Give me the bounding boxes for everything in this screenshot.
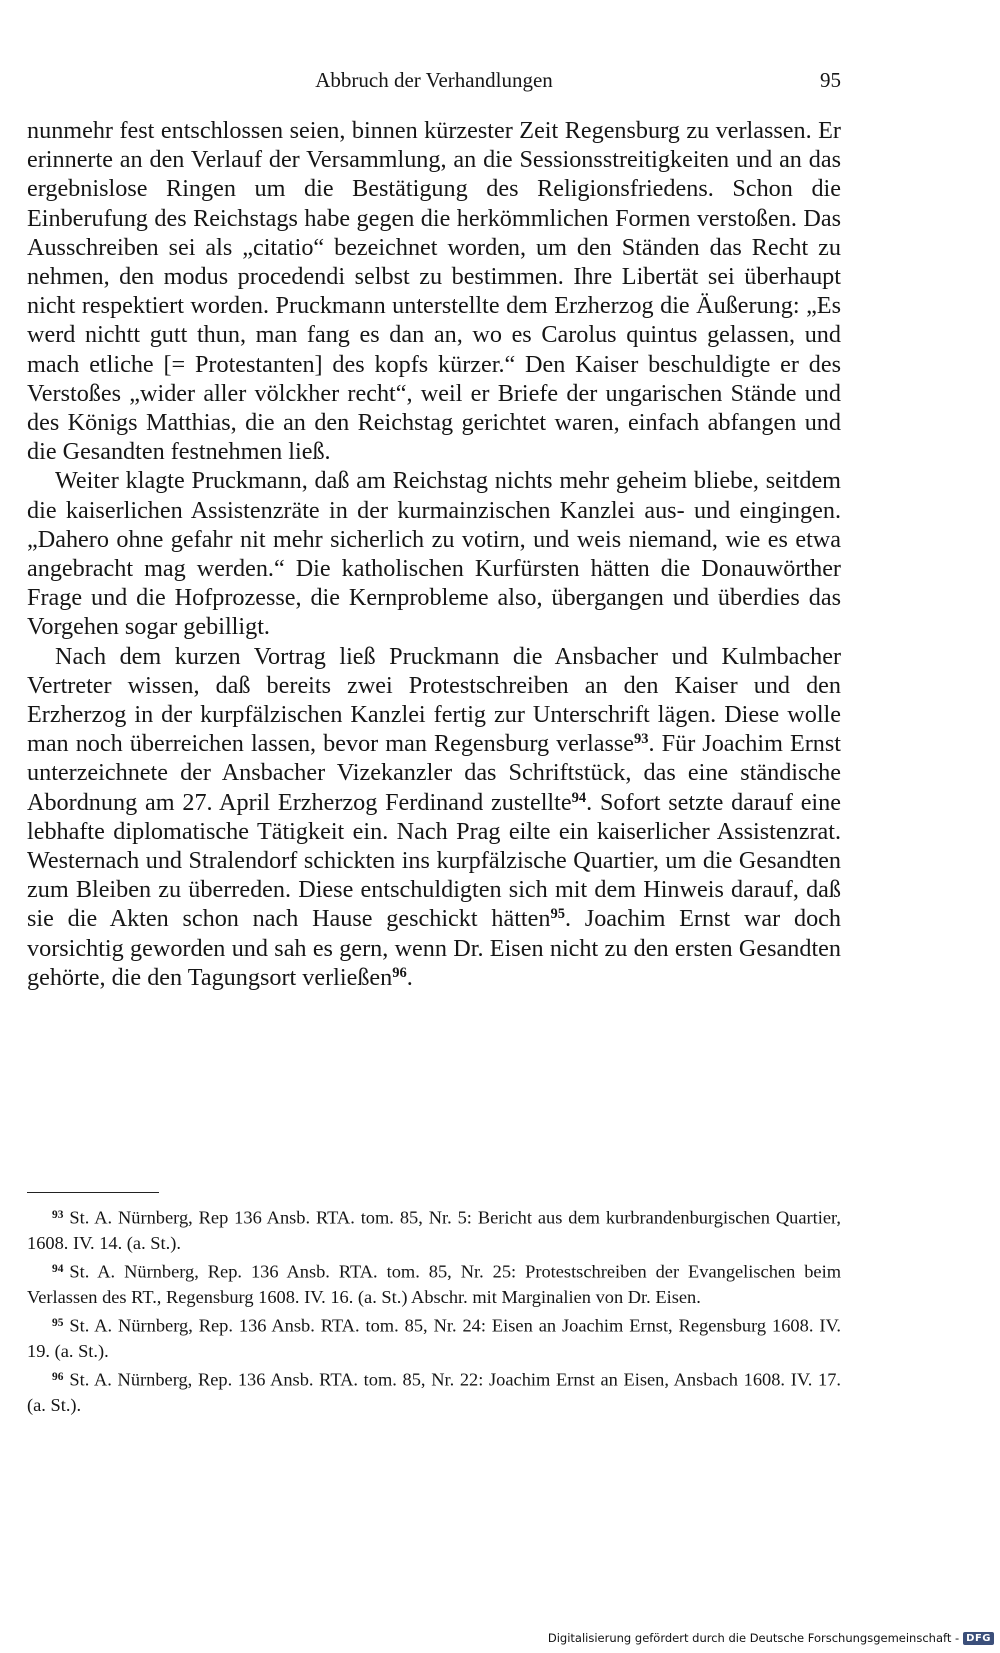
paragraph-3-part-e: . [406,963,413,991]
footnote-94 [27,1257,841,1310]
running-title: Abbruch der Verhandlungen [315,68,553,92]
footnote-text: St. A. Nürnberg, Rep. 136 Ansb. RTA. tom. 85, Nr. 24: Eisen an Joachim Ernst, Regensburg 1608. IV. 19. (a. St.). [27,1315,841,1362]
footnote-text: St. A. Nürnberg, Rep 136 Ansb. RTA. tom. 85, Nr. 5: Bericht aus dem kurbrandenburgischen Quartier, 1608. IV. 14. (a. St.). [27,1207,841,1253]
main-text [27,116,841,992]
digitization-credit [548,1631,994,1645]
paragraph-2: Weiter klagte Pruckmann, daß am Reichstag nichts mehr geheim bliebe, seitdem die kaiserlichen Assistenzräte in der kurmainzischen Kanzlei aus- und eingingen. „Dahero ohne gefahr nit mehr sicherlich zu votirn, und weis niemand, wie es etwa angebracht mag werden.“ Die katholischen Kurfürsten hätten die Donauwörther Frage und die Hofprozesse, die Kernprobleme also, übergangen und überdies das Vorgehen sogar gebilligt. [27,467,841,641]
footnote-96 [27,1365,841,1418]
dfg-logo-icon[interactable]: DFG [963,1632,994,1645]
paragraph-3-part-b: . Für Joachim Ernst unterzeichnete der Ansbacher Vizekanzler das Schriftstück, das eine ständische Abordnung am 27. April Erzherzog Ferdinand zustellte [27,730,842,816]
footnote-93 [27,1203,841,1256]
paragraph-1: nunmehr fest entschlossen seien, binnen kürzester Zeit Regensburg zu verlassen. Er erinnerte an den Verlauf der Versammlung, an die Sessionsstreitigkeiten und an das ergebnislose Ringen um die Bestätigung des Religionsfriedens. Schon die Einberufung des Reichstags habe gegen die herkömmlichen Formen verstoßen. Das Ausschreiben sei als „citatio“ bezeichnet worden, um den Ständen das Recht zu nehmen, den modus procedendi selbst zu bestimmen. Ihre Libertät sei überhaupt nicht respektiert worden. Pruckmann unterstellte dem Erzherzog die Äußerung: „Es werd nichtt gutt thun, man fang es dan an, wo es Carolus quintus gelassen, und mach etliche [= Protestanten] des kopfs kürzer.“ Den Kaiser beschuldigte er des Verstoßes „wider aller völckher recht“, weil er Briefe der ungarischen Stände und des Königs Matthias, die an den Reichstag gerichtet waren, einfach abfangen und die Gesandten festnehmen ließ. [27,117,841,466]
footnote-number: 93 [52,1209,64,1221]
paragraph-3-part-c: . Sofort setzte darauf eine lebhafte diplomatische Tätigkeit ein. Nach Prag eilte ein kaiserlicher Assistenzrat. Westernach und Stralendorf schickten ins kurpfälzische Quartier, um die Gesandten zum Bleiben zu überreden. Diese entschuldigten sich mit dem Hinweis darauf, daß sie die Akten schon nach Hause geschickt hätten [27,788,841,933]
footnote-ref-93[interactable]: 93 [634,731,649,748]
footnote-number: 96 [52,1371,64,1384]
footnote-separator [27,1192,159,1193]
footnote-text: St. A. Nürnberg, Rep. 136 Ansb. RTA. tom. 85, Nr. 22: Joachim Ernst an Eisen, Ansbach 1608. IV. 17. (a. St.). [27,1370,841,1416]
paragraph-3 [27,642,841,992]
footnote-ref-94[interactable]: 94 [571,789,587,806]
paragraph-3-part-a: Nach dem kurzen Vortrag ließ Pruckmann die Ansbacher und Kulmbacher Vertreter wissen, daß bereits zwei Protestschreiben an den Kaiser und den Erzherzog in der kurpfälzischen Kanzlei fertig zur Unterschrift lägen. Diese wolle man noch überreichen lassen, bevor man Regensburg verlasse [27,642,841,758]
paragraph-3-part-d: . Joachim Ernst war doch vorsichtig geworden und sah es gern, wenn Dr. Eisen nicht zu den ersten Gesandten gehörte, die den Tagungsort verließen [27,905,841,991]
footnote-number: 94 [52,1263,64,1276]
running-header [27,68,841,104]
footnote-ref-96[interactable]: 96 [392,964,407,981]
page-number: 95 [820,68,841,92]
credit-text: Digitalisierung gefördert durch die Deutsche Forschungsgemeinschaft - [547,1631,960,1645]
footnotes [27,1203,841,1419]
footnote-ref-95[interactable]: 95 [550,906,565,923]
footnote-95 [27,1311,841,1364]
footnote-text: St. A. Nürnberg, Rep. 136 Ansb. RTA. tom. 85, Nr. 25: Protestschreiben der Evangelischen beim Verlassen des RT., Regensburg 1608. IV. 16. (a. St.) Abschr. mit Marginalien von Dr. Eisen. [27,1261,841,1308]
footnote-number: 95 [52,1317,64,1330]
